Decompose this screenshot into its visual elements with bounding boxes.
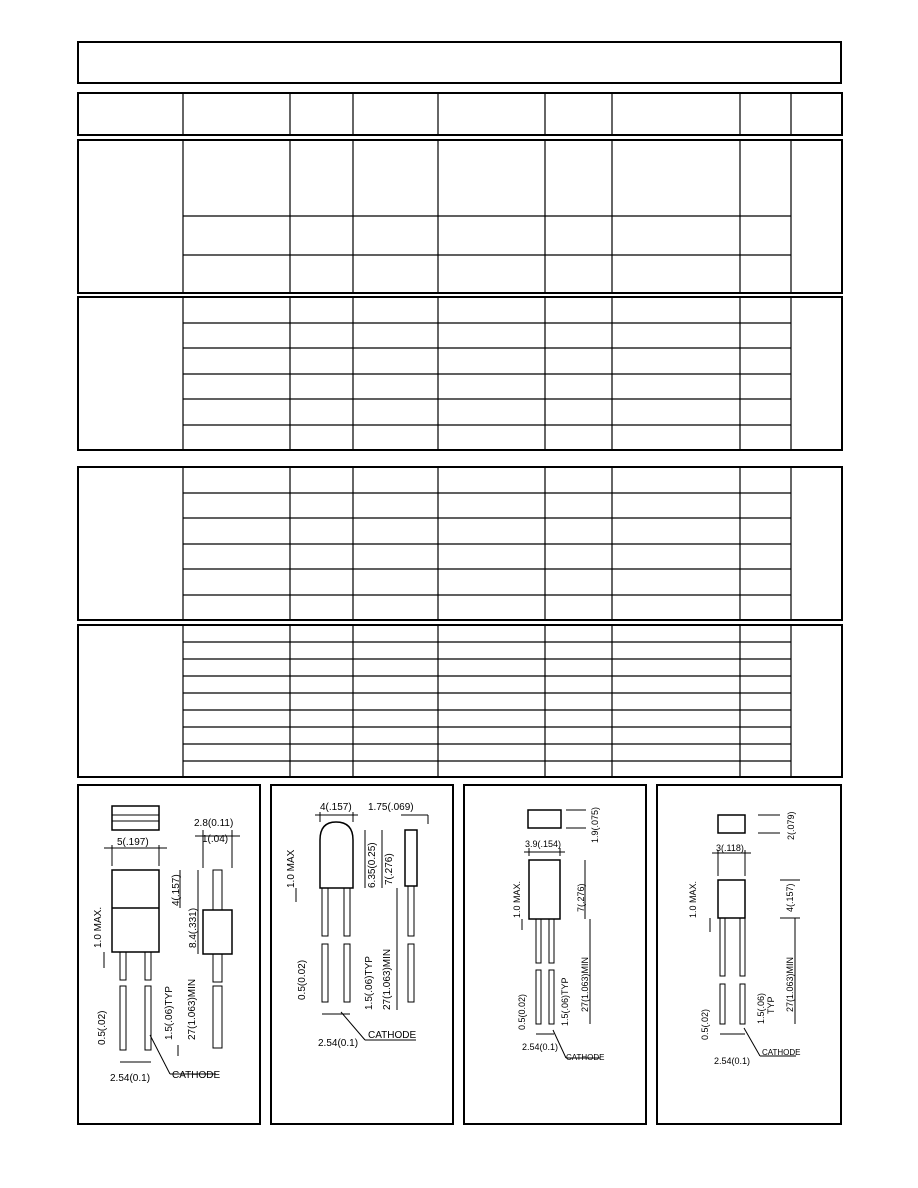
- p1-lead-sq: 0.5(.02): [97, 1010, 108, 1045]
- p4-pitch: 2.54(0.1): [714, 1056, 751, 1066]
- p1-top-width: 5(.197): [117, 837, 149, 848]
- p3-lead-len: 27(1.063)MIN: [580, 956, 590, 1012]
- p3-top-thickness: 1.9(.075): [590, 806, 600, 843]
- p4-top-width: 3(.118): [716, 843, 744, 853]
- p1-lead-len: 27(1.063)MIN: [187, 978, 198, 1040]
- p4-lead-offset-a: 1.5(.06): [756, 992, 766, 1024]
- p2-lead-sq: 0.5(0.02): [297, 959, 308, 1000]
- p2-lead-len: 27(1.063)MIN: [382, 948, 393, 1010]
- p4-height: 4(.157): [785, 883, 795, 912]
- p4-lead-len: 27(1.063)MIN: [785, 956, 795, 1012]
- p2-top-width: 4(.157): [320, 802, 352, 813]
- p2-side-width: 1.75(.069): [368, 802, 414, 813]
- p1-side-width: 2.8(0.11): [194, 818, 234, 829]
- p4-lead-sq: 0.5(.02): [700, 1008, 710, 1040]
- p1-lead-offset: 1.5(.06)TYP: [164, 986, 175, 1040]
- p1-standoff: 1.0 MAX.: [93, 906, 104, 948]
- p3-top-width: 3.9(.154): [525, 839, 562, 849]
- p3-standoff: 1.0 MAX.: [512, 880, 522, 918]
- p3-height: 7(.276): [576, 883, 586, 912]
- p1-side-h2: 8.4(.331): [188, 907, 199, 948]
- package-2-drawing: [296, 812, 428, 1040]
- p1-pitch: 2.54(0.1): [110, 1073, 151, 1084]
- p2-pitch: 2.54(0.1): [318, 1038, 359, 1049]
- p3-lead-sq: 0.5(0.02): [517, 993, 527, 1030]
- p1-side-h1: 4(.157): [171, 874, 182, 906]
- p3-cathode: CATHODE: [566, 1053, 605, 1062]
- p2-cathode: CATHODE: [368, 1030, 417, 1041]
- p3-pitch: 2.54(0.1): [522, 1042, 559, 1052]
- p2-height1: 6.35(0.25): [367, 842, 378, 888]
- p1-side-inner: 1(.04): [202, 834, 229, 845]
- p2-height2: 7(.276): [384, 853, 395, 885]
- p4-lead-offset-b: TYP: [766, 996, 776, 1014]
- p1-cathode: CATHODE: [172, 1070, 221, 1081]
- p4-cathode: CATHODE: [762, 1048, 801, 1057]
- p2-lead-offset: 1.5(.06)TYP: [364, 956, 375, 1010]
- p2-standoff: 1.0 MAX: [286, 849, 297, 888]
- p3-lead-offset: 1.5(.06)TYP: [560, 977, 570, 1026]
- p4-top-thickness: 2(.079): [786, 811, 796, 840]
- p4-standoff: 1.0 MAX.: [688, 880, 698, 918]
